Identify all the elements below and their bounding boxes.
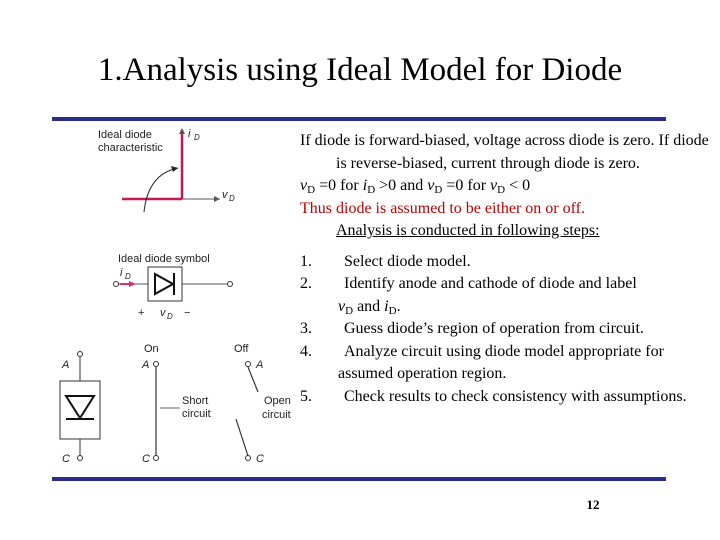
text-on-off-assumption: Thus diode is assumed to be either on or off. (300, 199, 585, 217)
axis-i-label: i (188, 128, 191, 140)
sym-current-arrowhead (129, 281, 136, 287)
step-1: 1. Select diode model. (300, 252, 471, 270)
analysis-steps (300, 251, 712, 409)
off-wire-bottom (236, 419, 248, 456)
sym-diode-triangle (155, 274, 173, 294)
step-3: 3. Guess diode’s region of operation from circuit. (300, 320, 644, 337)
diode-box (60, 381, 100, 439)
sym-i-label: i (120, 267, 123, 279)
sym-terminal-left (114, 282, 119, 287)
on-C-label: C (142, 453, 150, 464)
diode-A-label: A (62, 359, 70, 371)
open-label-2: circuit (262, 409, 291, 421)
diode-terminal-A (78, 352, 83, 357)
char-curve-arrowhead (171, 166, 178, 172)
explanation-text (300, 130, 712, 408)
step-4: 4. Analyze circuit using diode model appropriate for assumed operation region. (300, 342, 664, 382)
on-label: On (144, 343, 159, 355)
char-label-2: characteristic (98, 142, 163, 154)
char-label-1: Ideal diode (98, 129, 152, 141)
axis-v-sub: D (229, 194, 235, 203)
sym-v-label: v (160, 307, 166, 319)
i-axis-arrowhead (179, 128, 185, 134)
on-terminal-C (154, 456, 159, 461)
sym-plus: + (138, 307, 145, 319)
off-terminal-C (246, 456, 251, 461)
char-curve-arrow (144, 168, 178, 212)
sym-v-sub: D (167, 312, 173, 321)
sym-box (148, 267, 182, 301)
diode-triangle (66, 396, 94, 418)
text-forward-reverse: If diode is forward-biased, voltage across diode is zero. If diode is reverse-biased, current through diode is zero. (300, 132, 709, 172)
on-A-label: A (142, 359, 150, 371)
diode-terminal-C (78, 456, 83, 461)
bottom-divider (52, 477, 666, 481)
off-label: Off (234, 343, 249, 355)
sym-terminal-right (228, 282, 233, 287)
diode-figure (52, 124, 298, 464)
on-terminal-A (154, 362, 159, 367)
v-axis-arrowhead (214, 196, 220, 202)
off-terminal-A (246, 362, 251, 367)
axis-i-sub: D (194, 133, 200, 142)
symbol-label: Ideal diode symbol (118, 253, 210, 265)
off-C-label: C (256, 453, 264, 464)
short-label-1: Short (182, 395, 209, 407)
sym-i-sub: D (125, 272, 131, 281)
step-2: 2. Identify anode and cathode of diode and label $v_D$ and $i_D$. (300, 275, 637, 317)
top-divider (52, 117, 666, 121)
diode-C-label: C (62, 453, 70, 464)
short-label-2: circuit (182, 408, 211, 420)
open-label-1: Open (264, 395, 291, 407)
off-A-label: A (256, 359, 264, 371)
page-number: 12 (586, 497, 600, 512)
axis-v-label: v (222, 189, 228, 201)
text-steps-heading: Analysis is conducted in following steps: (336, 222, 600, 239)
text-conditions: $v_D =0$ for $i_D >0$ and $v_D =0$ for $v_D < 0$ (300, 177, 531, 196)
slide-title: 1.Analysis using Ideal Model for Diode (97, 52, 623, 88)
sym-minus: − (184, 307, 191, 319)
step-5: 5. Check results to check consistency with assumptions. (300, 387, 687, 405)
